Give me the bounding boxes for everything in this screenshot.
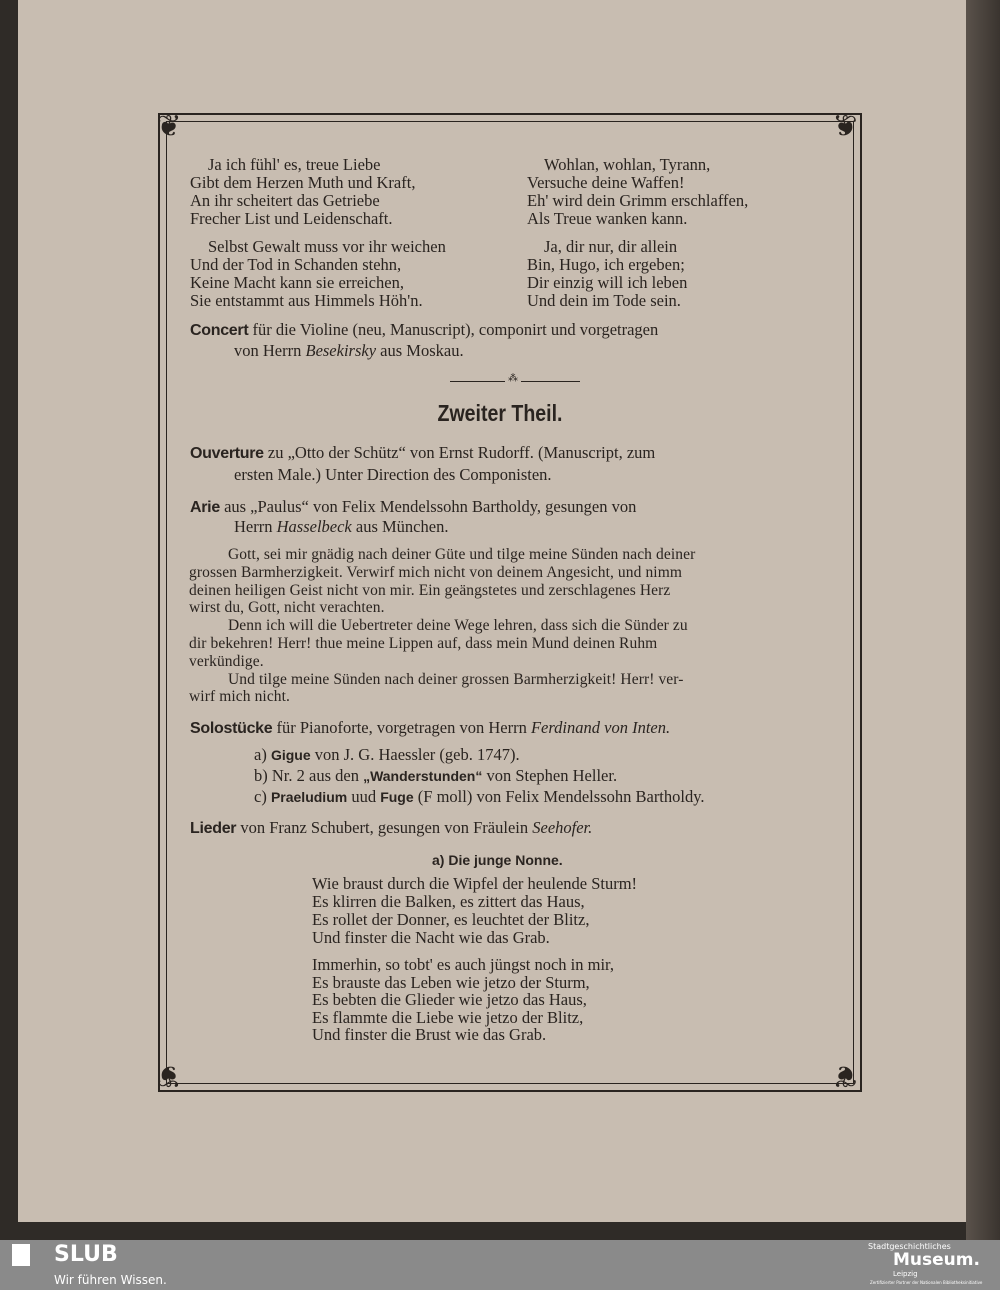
text-run: Nr. 2 aus den: [267, 766, 364, 785]
text-run: b): [254, 766, 268, 785]
bold-label: Concert: [190, 322, 249, 339]
corner-ornament-icon: ❦: [832, 1059, 858, 1092]
text-line: [254, 767, 617, 785]
text-run: Eh' wird dein Grimm erschlaffen,: [527, 191, 749, 210]
text-run: dir bekehren! Herr! thue meine Lippen auf, dass mein Mund deinen Ruhm: [189, 635, 658, 652]
text-run: Versuche deine Waffen!: [527, 173, 685, 192]
divider-ornament: ⁂: [450, 381, 580, 384]
text-run: Denn ich will die Uebertreter deine Wege lehren, dass sich die Sünder zu: [228, 617, 688, 635]
text-line: [527, 256, 685, 274]
text-run: a): [254, 745, 267, 764]
text-run: wirf mich nicht.: [189, 688, 291, 706]
text-line: [312, 1026, 546, 1044]
text-run: (F moll) von Felix Mendelssohn Bartholdy.: [413, 787, 705, 806]
text-line: [544, 156, 710, 174]
bold-label: Ouverture: [190, 445, 264, 462]
bold-label: Solostücke: [190, 720, 273, 737]
text-line: [189, 653, 264, 671]
text-line: [228, 546, 695, 564]
text-run: Fuge: [380, 789, 414, 805]
text-line: [190, 498, 636, 517]
text-line: [190, 719, 670, 738]
text-run: deinen heiligen Geist nicht von mir. Ein geängstetes und zerschlagenes Herz: [189, 581, 671, 599]
text-run: Wohlan, wohlan, Tyrann,: [544, 155, 711, 174]
text-run: Dir einzig will ich leben: [527, 273, 688, 292]
text-run: von Herrn: [234, 341, 306, 360]
text-line: [254, 788, 705, 806]
corner-ornament-icon: ❦: [156, 110, 182, 143]
text-run: Keine Macht kann sie erreichen,: [190, 273, 404, 292]
text-run: Selbst Gewalt muss vor ihr weichen: [208, 237, 446, 256]
text-run: Es bebten die Glieder wie jetzo das Haus,: [312, 990, 587, 1010]
text-line: [190, 174, 415, 192]
text-run: verkündige.: [189, 652, 264, 670]
performer-name: Ferdinand von Inten.: [530, 718, 671, 737]
text-line: [189, 635, 657, 653]
text-run: Ja ich fühl' es, treue Liebe: [208, 155, 381, 174]
text-run: Praeludium: [270, 789, 348, 805]
text-run: Immerhin, so tobt' es auch jüngst noch in mir,: [312, 955, 615, 974]
text-run: von Stephen Heller.: [482, 766, 618, 785]
museum-logo: Museum.: [893, 1250, 980, 1270]
text-line: [312, 893, 585, 911]
text-run: zu „Otto der Schütz“ von Ernst Rudorff. (Manuscript, zum: [263, 443, 656, 462]
text-line: [312, 929, 550, 947]
performer-name: Seehofer.: [532, 818, 593, 837]
text-line: [544, 238, 677, 256]
text-run: aus München.: [351, 517, 449, 536]
text-line: [228, 617, 688, 635]
text-line: [189, 599, 385, 617]
next-page-edge: [966, 0, 1000, 1240]
text-line: [189, 688, 290, 706]
museum-city: Leipzig: [893, 1270, 918, 1278]
text-line: [190, 192, 380, 210]
text-run: Herrn: [234, 517, 277, 536]
text-run: uud: [347, 787, 381, 806]
text-run: c): [254, 787, 267, 806]
text-run: a) Die junge Nonne.: [432, 852, 563, 868]
text-run: Bin, Hugo, ich ergeben;: [527, 255, 685, 274]
slub-logo-icon: [12, 1244, 30, 1266]
text-line: [432, 851, 563, 869]
text-line: [234, 518, 448, 536]
text-line: [527, 210, 687, 228]
text-line: [190, 256, 401, 274]
text-line: [527, 192, 748, 210]
text-line: [228, 671, 684, 689]
text-line: [190, 819, 592, 838]
text-line: [208, 156, 381, 174]
corner-ornament-icon: ❦: [832, 110, 858, 143]
corner-ornament-icon: ❦: [156, 1059, 182, 1092]
viewer-footer: [0, 1240, 1000, 1290]
text-run: für die Violine (neu, Manuscript), componirt und vorgetragen: [248, 320, 659, 339]
text-run: von Franz Schubert, gesungen von Fräulein: [236, 818, 533, 837]
text-run: Es rollet der Donner, es leuchtet der Blitz,: [312, 910, 590, 929]
text-line: [189, 564, 682, 582]
text-line: [234, 342, 464, 360]
text-run: Und dein im Tode sein.: [527, 291, 681, 310]
text-run: aus „Paulus“ von Felix Mendelssohn Bartholdy, gesungen von: [219, 497, 637, 516]
text-line: [189, 582, 670, 600]
text-run: wirst du, Gott, nicht verachten.: [189, 599, 385, 617]
performer-name: Besekirsky: [305, 341, 377, 360]
text-line: [527, 174, 685, 192]
text-line: [254, 746, 520, 764]
text-line: [312, 1009, 583, 1027]
text-line: [312, 991, 587, 1009]
text-run: „Wanderstunden“: [363, 768, 483, 784]
text-run: Gibt dem Herzen Muth und Kraft,: [190, 173, 416, 192]
section-heading: Zweiter Theil.: [437, 400, 563, 426]
text-run: aus Moskau.: [376, 341, 464, 360]
text-run: Gigue: [270, 747, 311, 763]
text-line: [234, 466, 552, 484]
text-line: [312, 911, 589, 929]
text-line: [190, 274, 404, 292]
text-line: [312, 875, 637, 893]
text-line: [527, 292, 681, 310]
text-run: Und finster die Brust wie das Grab.: [312, 1025, 547, 1045]
text-run: grossen Barmherzigkeit. Verwirf mich nicht von deinem Angesicht, und nimm: [189, 563, 683, 581]
text-run: Und tilge meine Sünden nach deiner grossen Barmherzigkeit! Herr! ver-: [228, 670, 684, 688]
text-line: [190, 210, 393, 228]
text-run: Als Treue wanken kann.: [527, 209, 688, 228]
text-line: [312, 974, 590, 992]
text-run: Und finster die Nacht wie das Grab.: [312, 928, 550, 947]
bold-label: Lieder: [190, 820, 237, 837]
slub-logo: SLUB: [54, 1242, 118, 1267]
text-line: [527, 274, 687, 292]
text-run: Sie entstammt aus Himmels Höh'n.: [190, 291, 423, 310]
text-line: [190, 444, 655, 463]
text-line: [208, 238, 446, 256]
slub-slogan: Wir führen Wissen.: [54, 1273, 167, 1287]
performer-name: Hasselbeck: [276, 517, 352, 536]
bold-label: Arie: [190, 499, 220, 516]
text-run: ersten Male.) Unter Direction des Componisten.: [234, 465, 552, 484]
text-run: Frecher List und Leidenschaft.: [190, 209, 393, 228]
text-run: Gott, sei mir gnädig nach deiner Güte und tilge meine Sünden nach deiner: [228, 546, 696, 563]
text-run: von J. G. Haessler (geb. 1747).: [310, 745, 520, 764]
text-run: Ja, dir nur, dir allein: [544, 237, 678, 256]
museum-label: Stadtgeschichtliches: [868, 1242, 951, 1251]
text-run: Und der Tod in Schanden stehn,: [190, 255, 402, 274]
text-line: [190, 292, 423, 310]
text-run: Es flammte die Liebe wie jetzo der Blitz,: [312, 1007, 584, 1027]
text-line: [312, 956, 614, 974]
text-run: Es brauste das Leben wie jetzo der Sturm,: [312, 972, 590, 992]
certification-note: Zertifizierter Partner der Nationalen Bibliotheksinitiative: [870, 1280, 983, 1285]
text-run: Es klirren die Balken, es zittert das Haus,: [312, 892, 585, 911]
text-line: [190, 321, 658, 340]
text-run: für Pianoforte, vorgetragen von Herrn: [272, 718, 531, 737]
text-run: An ihr scheitert das Getriebe: [190, 191, 380, 210]
text-run: Wie braust durch die Wipfel der heulende Sturm!: [312, 874, 638, 893]
